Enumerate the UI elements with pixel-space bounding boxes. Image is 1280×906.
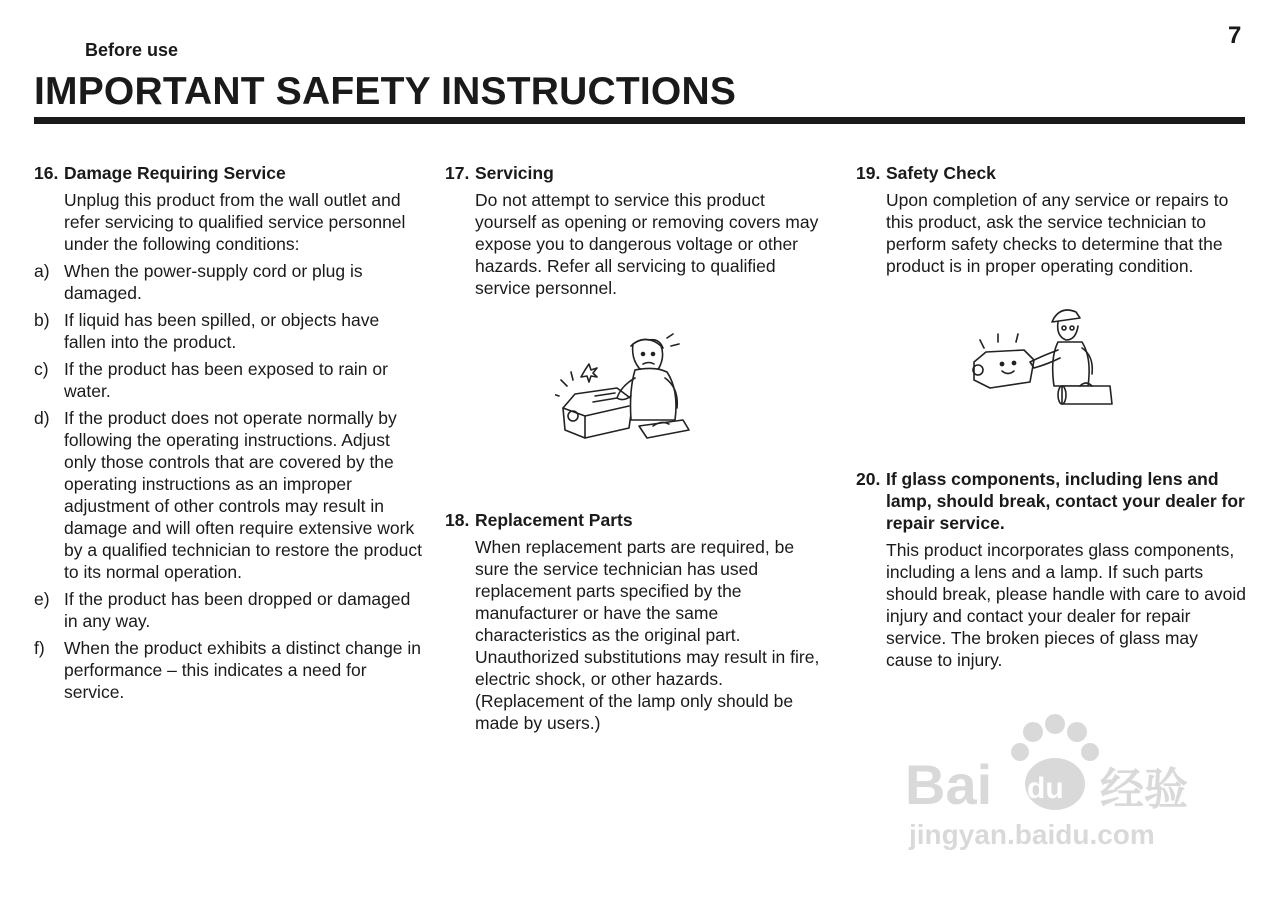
baidu-watermark-logo — [905, 712, 1205, 862]
section-16-intro: Unplug this product from the wall outlet and refer servicing to qualified service personnel under the following conditions: — [64, 190, 406, 254]
section-18-body: When replacement parts are required, be sure the service technician has used replacement parts specified by the manufacturer or have the same characteristics as the original part. Unauthorized substitutions may result in fire, electric shock, or other hazards. (Replacement of the lamp only should be made by users.) — [475, 537, 820, 733]
list-text: When the product exhibits a distinct change in performance – this indicates a need for service. — [64, 638, 422, 702]
list-item — [34, 637, 424, 703]
section-19-title: Safety Check — [886, 163, 996, 183]
list-text: If the product has been exposed to rain or water. — [64, 359, 388, 401]
page-title: IMPORTANT SAFETY INSTRUCTIONS — [34, 70, 737, 113]
list-item — [34, 407, 424, 583]
section-18-title: Replacement Parts — [475, 510, 633, 530]
section-16-title: Damage Requiring Service — [64, 163, 286, 183]
section-19 — [856, 162, 1246, 277]
section-20-title: If glass components, including lens and lamp, should break, contact your dealer for repair service. — [886, 469, 1245, 533]
section-19-heading — [856, 162, 1246, 184]
list-marker: a) — [34, 261, 50, 281]
section-17 — [445, 162, 820, 299]
list-marker: f) — [34, 638, 45, 658]
list-marker: c) — [34, 359, 49, 379]
list-marker: e) — [34, 589, 50, 609]
section-16-number: 16. — [34, 163, 59, 183]
section-20-body: This product incorporates glass components, including a lens and a lamp. If such parts should break, please handle with care to avoid injury and contact your dealer for repair service. The broken pieces of glass may cause to injury. — [886, 540, 1246, 670]
list-text: If the product has been dropped or damaged in any way. — [64, 589, 411, 631]
list-text: If liquid has been spilled, or objects have fallen into the product. — [64, 310, 380, 352]
list-item — [34, 358, 424, 402]
list-marker: b) — [34, 310, 50, 330]
broken-projector-illustration — [555, 330, 695, 450]
section-20-heading — [856, 468, 1246, 534]
svg-text:Bai: Bai — [905, 753, 993, 816]
svg-text:jingyan.baidu.com: jingyan.baidu.com — [909, 819, 1155, 850]
section-20 — [856, 468, 1246, 671]
section-20-number: 20. — [856, 469, 881, 489]
list-marker: d) — [34, 408, 50, 428]
section-18-heading — [445, 509, 820, 531]
list-item — [34, 260, 424, 304]
list-item — [34, 309, 424, 353]
section-label: Before use — [85, 40, 179, 60]
section-17-body: Do not attempt to service this product yourself as opening or removing covers may expose you to dangerous voltage or other hazards. Refer all servicing to qualified service personnel. — [475, 190, 819, 298]
title-rule — [34, 117, 1245, 124]
list-text: When the power-supply cord or plug is damaged. — [64, 261, 363, 303]
section-16 — [34, 162, 424, 703]
section-18 — [445, 509, 820, 734]
section-17-title: Servicing — [475, 163, 554, 183]
section-17-heading — [445, 162, 820, 184]
list-item — [34, 588, 424, 632]
list-text: If the product does not operate normally by following the operating instructions. Adjust only those controls that are covered by the operating instructions as an improper adjustment of other controls may result in damage and will often require extensive work by a qualified technician to restore the product to its normal operation. — [64, 408, 422, 582]
section-16-heading — [34, 162, 424, 184]
page-number: 7 — [1228, 22, 1242, 49]
section-19-body: Upon completion of any service or repairs to this product, ask the service technician to perform safety checks to determine that the product is in proper operating condition. — [886, 190, 1229, 276]
svg-text:du: du — [1027, 772, 1064, 805]
section-17-number: 17. — [445, 163, 470, 183]
technician-safety-check-illustration — [962, 300, 1122, 410]
section-18-number: 18. — [445, 510, 470, 530]
section-19-number: 19. — [856, 163, 881, 183]
svg-text:经验: 经验 — [1100, 764, 1188, 815]
